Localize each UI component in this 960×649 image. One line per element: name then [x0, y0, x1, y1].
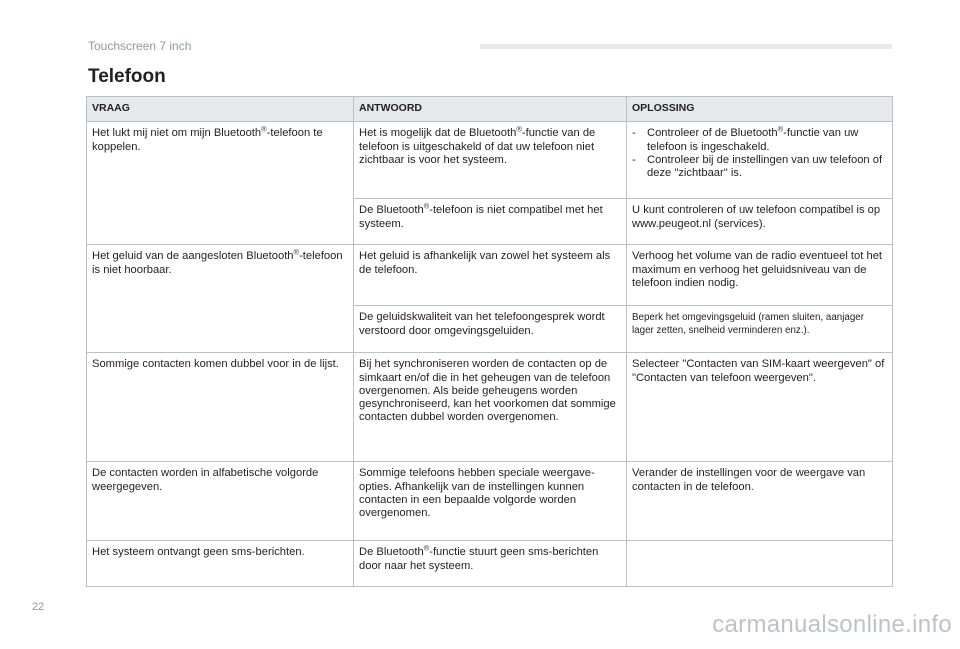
answer-text: Het is mogelijk dat de Bluetooth®-functie van de telefoon is uitgeschakeld of dat uw telefoon niet zichtbaar is voor het systeem. — [359, 124, 596, 166]
solution-cell — [627, 245, 893, 306]
question-cell — [87, 245, 354, 353]
table-row — [87, 245, 893, 306]
solution-cell — [627, 353, 893, 462]
header-divider-bar — [480, 44, 892, 49]
answer-cell — [354, 462, 627, 541]
troubleshooting-table — [86, 96, 893, 587]
question-cell — [87, 462, 354, 541]
solution-text: Beperk het omgevingsgeluid (ramen sluiten, aanjager lager zetten, snelheid verminderen enz.). — [632, 312, 864, 337]
solution-text: Selecteer "Contacten van SIM-kaart weergeven" of "Contacten van telefoon weergeven". — [632, 358, 885, 384]
solution-cell — [627, 541, 893, 587]
question-cell — [87, 541, 354, 587]
solution-text: Controleer of de Bluetooth®-functie van uw telefoon is ingeschakeld. — [647, 124, 859, 153]
solution-cell — [627, 199, 893, 245]
solution-text: Verhoog het volume van de radio eventueel tot het maximum en verhoog het geluidsniveau van de telefoon indien nodig. — [632, 250, 883, 289]
answer-text: De Bluetooth®-functie stuurt geen sms-berichten door naar het systeem. — [359, 543, 599, 572]
table-row — [87, 462, 893, 541]
answer-text: De Bluetooth®-telefoon is niet compatibel met het systeem. — [359, 201, 603, 230]
answer-cell — [354, 245, 627, 306]
solution-cell — [627, 306, 893, 353]
table-row — [87, 541, 893, 587]
solution-text: Verander de instellingen voor de weergave van contacten in de telefoon. — [632, 467, 866, 493]
answer-cell — [354, 122, 627, 199]
question-text: Het geluid van de aangesloten Bluetooth®-telefoon is niet hoorbaar. — [92, 247, 343, 276]
watermark-text: carmanualsonline.info — [712, 611, 952, 638]
answer-cell — [354, 306, 627, 353]
header-solution: OPLOSSING — [627, 97, 893, 122]
answer-text: De geluidskwaliteit van het telefoongesprek wordt verstoord door omgevingsgeluiden. — [359, 311, 605, 337]
table-header-row — [87, 97, 893, 122]
answer-cell — [354, 199, 627, 245]
solution-text: U kunt controleren of uw telefoon compatibel is op www.peugeot.nl (services). — [632, 204, 881, 230]
header-answer: ANTWOORD — [354, 97, 627, 122]
header-question: VRAAG — [87, 97, 354, 122]
page-number: 22 — [32, 601, 45, 613]
list-item — [632, 154, 887, 181]
list-item — [632, 124, 887, 154]
section-header-label: Touchscreen 7 inch — [88, 39, 192, 53]
answer-cell — [354, 541, 627, 587]
answer-text: Het geluid is afhankelijk van zowel het systeem als de telefoon. — [359, 250, 611, 276]
question-text: Het lukt mij niet om mijn Bluetooth®-telefoon te koppelen. — [92, 124, 323, 153]
answer-text: Sommige telefoons hebben speciale weergave-opties. Afhankelijk van de instellingen kunnen contacten in een bepaalde volgorde worden overgenomen. — [359, 467, 595, 520]
question-text: Sommige contacten komen dubbel voor in de lijst. — [92, 358, 339, 371]
question-text: De contacten worden in alfabetische volgorde weergegeven. — [92, 467, 319, 493]
question-cell — [87, 353, 354, 462]
solution-cell — [627, 122, 893, 199]
question-text: Het systeem ontvangt geen sms-berichten. — [92, 546, 305, 559]
answer-text: Bij het synchroniseren worden de contacten op de simkaart en/of die in het geheugen van de telefoon overgenomen. Als beide geheugens worden gesynchroniseerd, kan het voorkomen dat sommige contacten dubbel worden overgenomen. — [359, 358, 616, 424]
solution-list — [632, 124, 887, 180]
solution-text: Controleer bij de instellingen van uw telefoon of deze "zichtbaar" is. — [647, 153, 883, 180]
solution-cell — [627, 462, 893, 541]
table-row — [87, 122, 893, 199]
answer-cell — [354, 353, 627, 462]
question-cell — [87, 122, 354, 245]
page-title: Telefoon — [88, 66, 166, 87]
table-row — [87, 353, 893, 462]
